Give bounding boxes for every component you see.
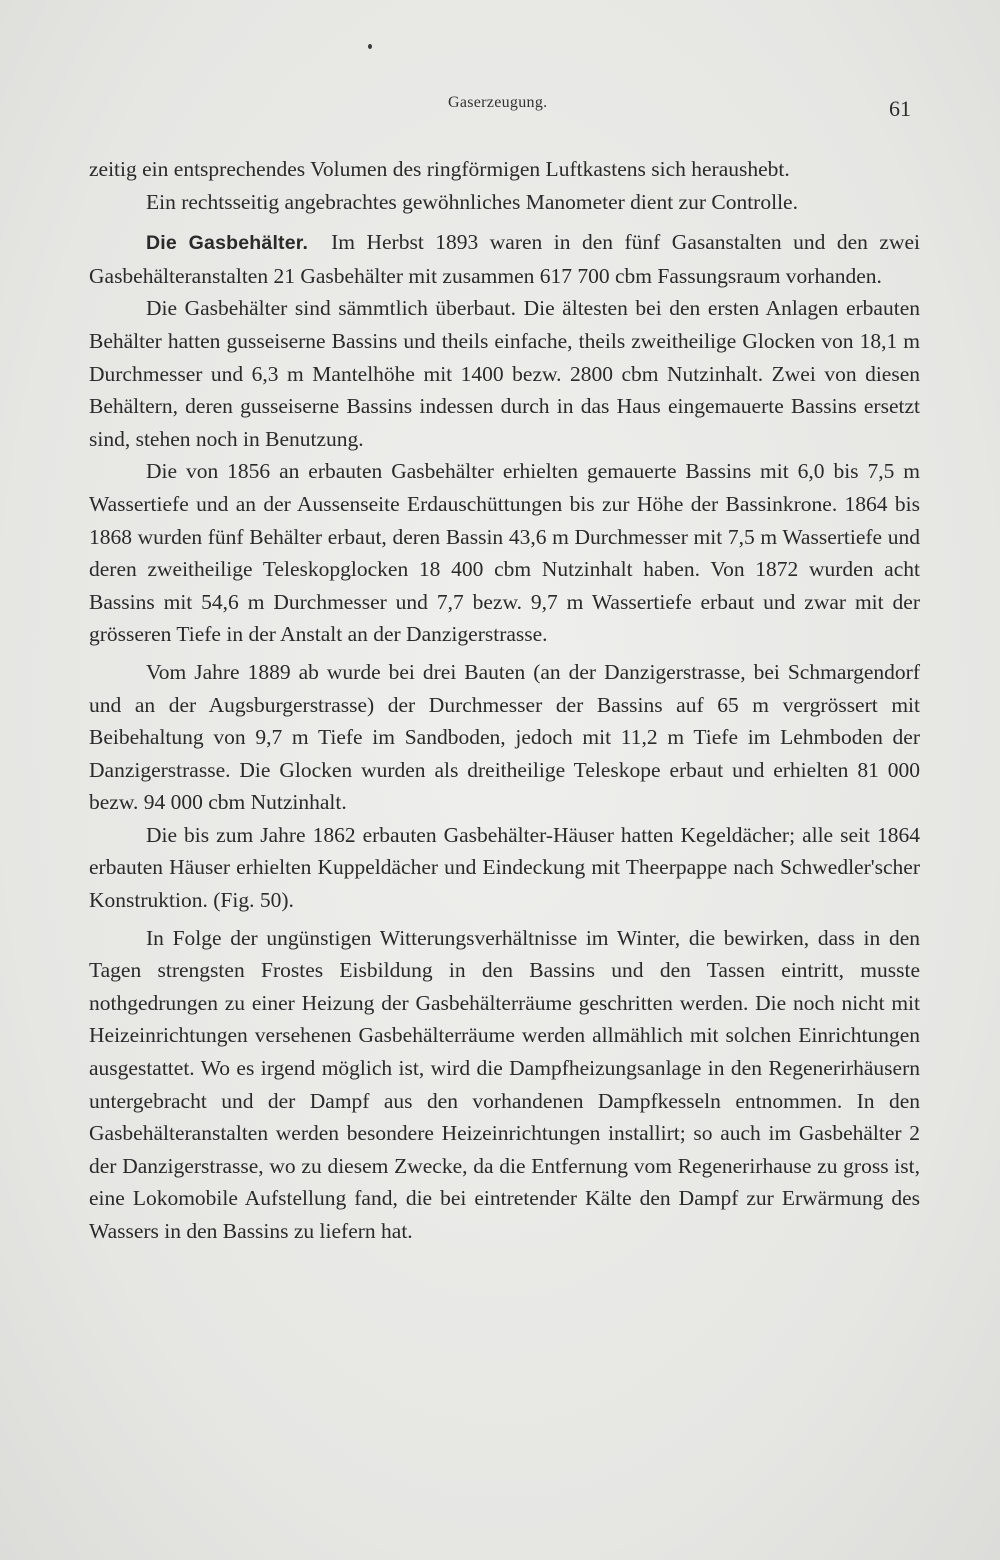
ink-speck (368, 44, 372, 49)
paragraph-1856: Die von 1856 an erbauten Gasbehälter erhielten gemauerte Bassins mit 6,0 bis 7,5 m Wassertiefe und an der Aussenseite Erdauschüttungen bis zur Höhe der Bassinkrone. 1864 bis 1868 wurden fünf Behälter erbaut, deren Bassin 43,6 m Durchmesser mit 7,5 m Wassertiefe und deren zweitheilige Teleskopglocken 18 400 cbm Nutzinhalt haben. Von 1872 wurden acht Bassins mit 54,6 m Durchmesser und 7,7 bezw. 9,7 m Wassertiefe erbaut und zwar mit der grösseren Tiefe in der Anstalt an der Danzigerstrasse. (89, 459, 920, 647)
paragraph-manometer: Ein rechtsseitig angebrachtes gewöhnliches Manometer dient zur Controlle. (146, 189, 798, 214)
paragraph-haeuser: Die bis zum Jahre 1862 erbauten Gasbehälter-Häuser hatten Kegeldächer; alle seit 1864 erbauten Häuser erhielten Kuppeldächer und Eindeckung mit Theerpappe nach Schwedler'scher Konstruktion. (Fig. 50). (89, 822, 920, 913)
paragraph-ueberbaut: Die Gasbehälter sind sämmtlich überbaut. Die ältesten bei den ersten Anlagen erbauten Behälter hatten gusseiserne Bassins und theils einfache, theils zweitheilige Glocken von 18,1 m Durchmesser und 6,3 m Mantelhöhe mit 1400 bezw. 2800 cbm Nutzinhalt. Zwei von diesen Behältern, deren gusseiserne Bassins indessen durch in das Haus eingemauerte Bassins ersetzt sind, stehen noch in Benutzung. (89, 296, 920, 451)
paragraph-1889: Vom Jahre 1889 ab wurde bei drei Bauten (an der Danzigerstrasse, bei Schmargendorf und an der Augsburgerstrasse) der Durchmesser der Bassins auf 65 m vergrössert mit Beibehaltung von 9,7 m Tiefe im Sandboden, jedoch mit 11,2 m Tiefe im Lehmboden der Danzigerstrasse. Die Glocken wurden als dreitheilige Teleskope erbaut und erhielten 81 000 bezw. 94 000 cbm Nutzinhalt. (89, 659, 920, 815)
paragraph-continuation: zeitig ein entsprechendes Volumen des ringförmigen Luftkastens sich heraushebt. (89, 157, 790, 181)
section-heading: Die Gasbehälter. (146, 232, 309, 255)
paragraph-gasbehaelter-text: Im Herbst 1893 waren in den fünf Gasanstalten und den zwei Gasbehälteranstalten 21 Gasbehälter mit zusammen 617 700 cbm Fassungsraum vorhanden. (89, 230, 920, 288)
body-text (89, 153, 920, 1248)
page-number: 61 (889, 96, 911, 121)
paragraph-gasbehaelter-intro (89, 226, 920, 292)
running-head: Gaserzeugung. (448, 94, 548, 111)
paragraph-heizung: In Folge der ungünstigen Witterungsverhältnisse im Winter, die bewirken, dass in den Tagen strengsten Frostes Eisbildung in den Bassins und den Tassen eintritt, musste nothgedrungen zu einer Heizung der Gasbehälterräume geschritten werden. Die noch nicht mit Heizeinrichtungen versehenen Gasbehälterräume werden allmählich mit solchen Einrichtungen ausgestattet. Wo es irgend möglich ist, wird die Dampfheizungsanlage in den Regenerirhäusern untergebracht und der Dampf aus den vorhandenen Dampfkesseln entnommen. In den Gasbehälteranstalten werden besondere Heizeinrichtungen installirt; so auch im Gasbehälter 2 der Danzigerstrasse, wo zu diesem Zwecke, da die Entfernung vom Regenerirhause zu gross ist, eine Lokomobile Aufstellung fand, die bei eintretender Kälte den Dampf zur Erwärmung des Wassers in den Bassins zu liefern hat. (89, 925, 920, 1243)
